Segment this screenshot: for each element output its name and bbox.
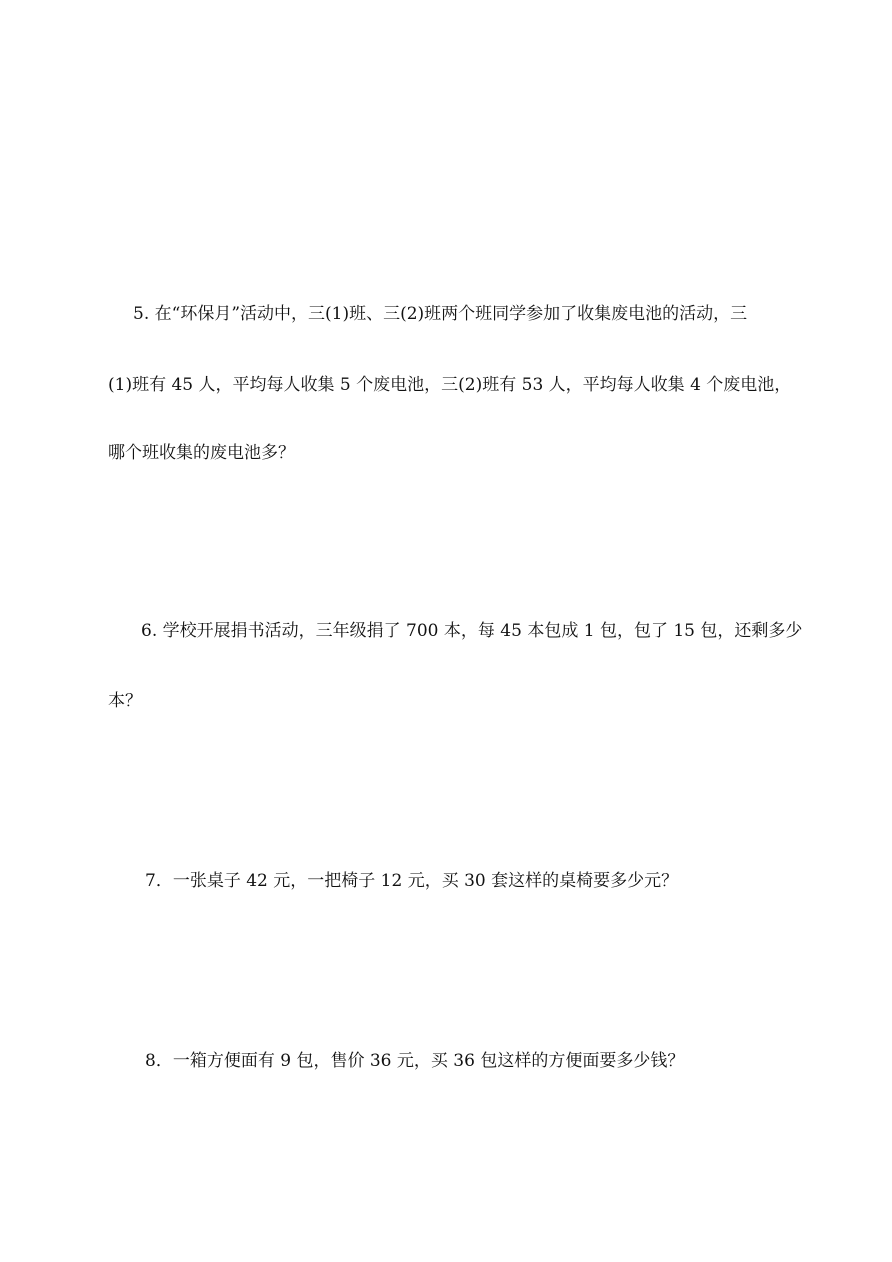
question-5-line-3: 哪个班收集的废电池多？ (108, 443, 295, 463)
question-5-line-1: 5. 在“环保月”活动中，三(1)班、三(2)班两个班同学参加了收集废电池的活动，三 (133, 304, 748, 324)
question-6-line-2: 本？ (108, 691, 142, 711)
question-5-line-2: (1)班有 45 人，平均每人收集 5 个废电池，三(2)班有 53 人，平均每人收集 4 个废电池， (108, 375, 792, 395)
question-7-line-1: 7．一张桌子 42 元，一把椅子 12 元，买 30 套这样的桌椅要多少元？ (145, 871, 679, 891)
question-8-line-1: 8．一箱方便面有 9 包，售价 36 元，买 36 包这样的方便面要多少钱？ (145, 1051, 685, 1071)
question-6-line-1: 6. 学校开展捐书活动，三年级捐了 700 本，每 45 本包成 1 包，包了 15 包，还剩多少 (141, 621, 803, 641)
